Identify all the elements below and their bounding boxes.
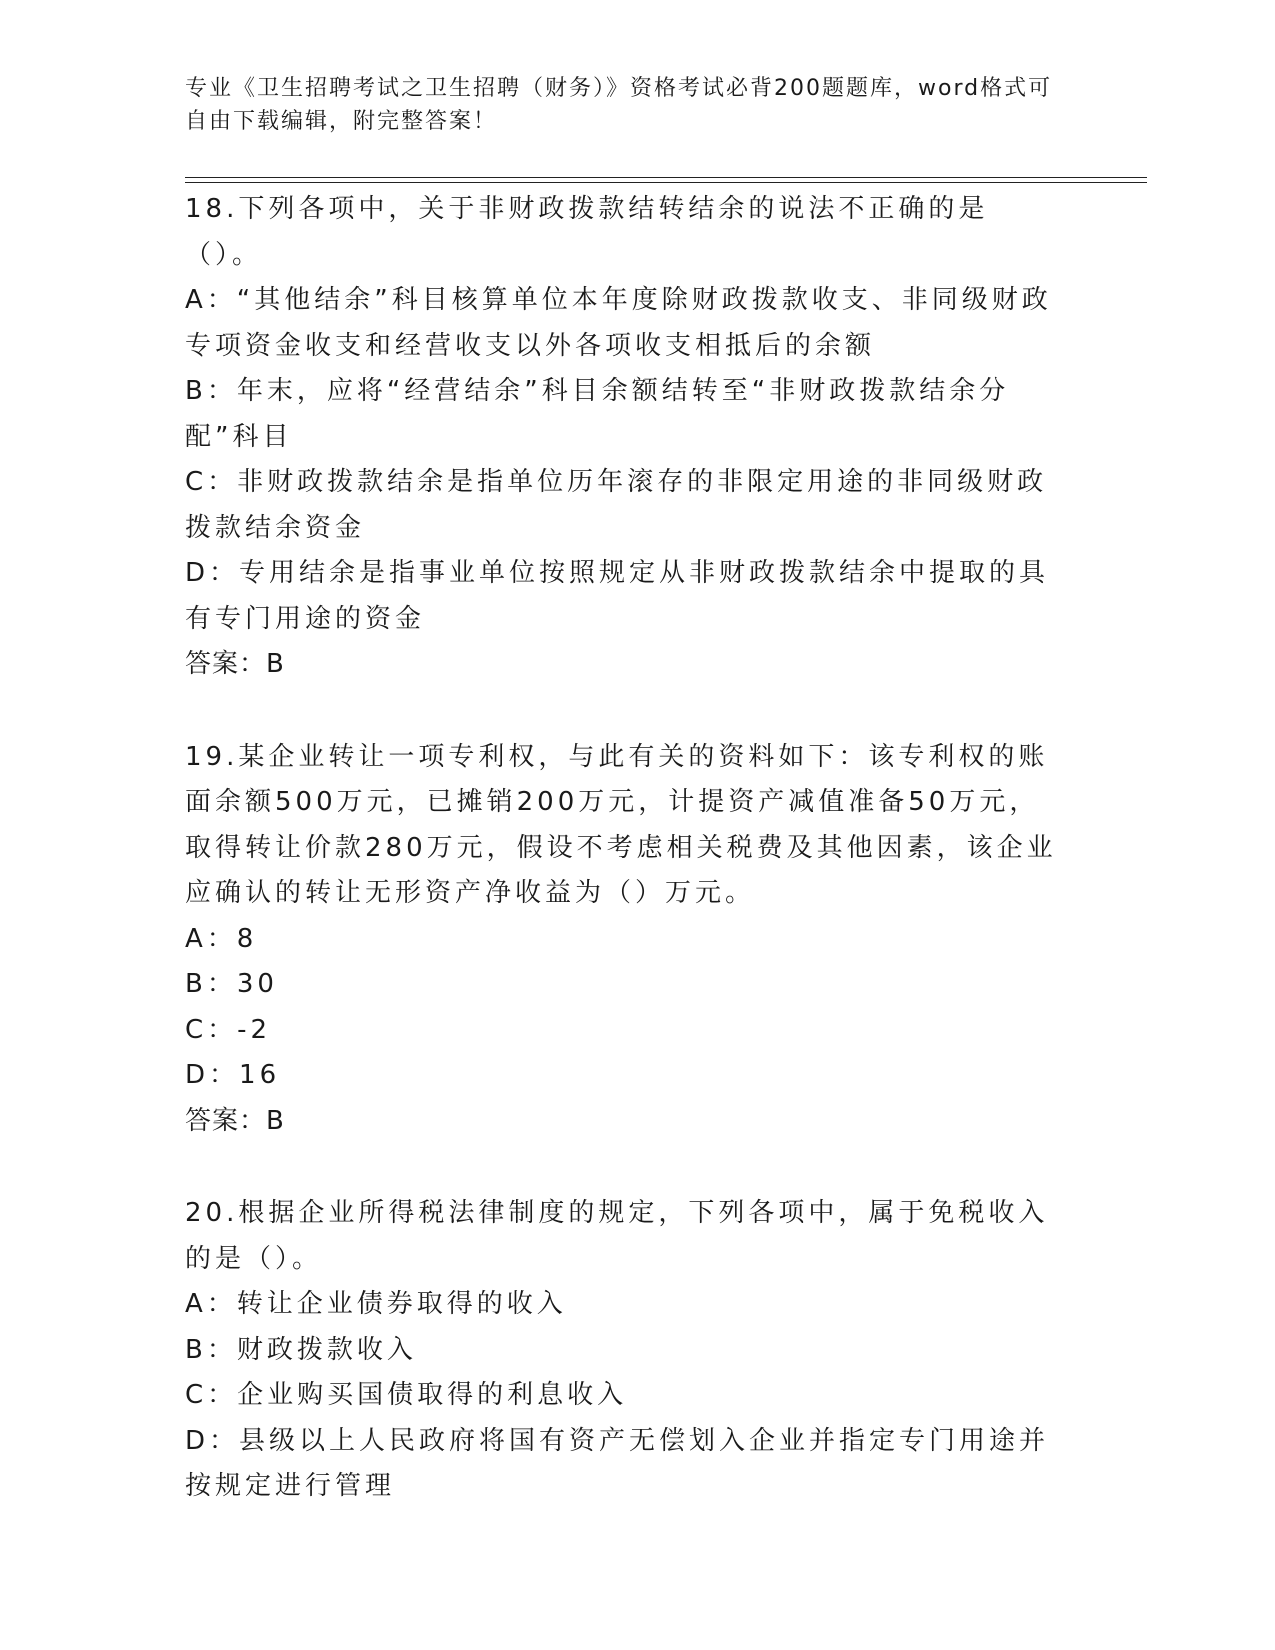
question-18 [185,187,1065,688]
option-b: B：30 [185,969,278,999]
question-20 [185,1191,1065,1510]
option-a: A：8 [185,923,258,954]
option-a: A：“其他结余”科目核算单位本年度除财政拨款收支、非同级财政专项资金收支和经营收支以外各项收支相抵后的余额 [185,285,1052,361]
option-c: C：-2 [185,1014,272,1045]
option-d: D：16 [185,1060,281,1090]
option-c: C：非财政拨款结余是指单位历年滚存的非限定用途的非同级财政拨款结余资金 [185,467,1048,543]
question-stem: 19.某企业转让一项专利权，与此有关的资料如下：该专利权的账面余额500万元，已摊销200万元，计提资产减值准备50万元，取得转让价款280万元，假设不考虑相关税费及其他因素，该企业应确认的转让无形资产净收益为（）万元。 [185,741,1057,908]
option-a: A：转让企业债券取得的收入 [185,1289,567,1319]
option-d: D：专用结余是指事业单位按照规定从非财政拨款结余中提取的具有专门用途的资金 [185,558,1050,634]
option-c: C：企业购买国债取得的利息收入 [185,1380,628,1410]
header-rule-top [185,177,1147,178]
document-header: 专业《卫生招聘考试之卫生招聘（财务）》资格考试必背200题题库，word格式可自由下载编辑，附完整答案！ [185,76,1053,134]
option-b: B：财政拨款收入 [185,1334,417,1365]
question-19 [185,735,1065,1145]
option-b: B：年末，应将“经营结余”科目余额结转至“非财政拨款结余分配”科目 [185,376,1010,452]
answer: 答案：B [185,649,285,679]
question-list [185,187,1065,1557]
question-stem: 20.根据企业所得税法律制度的规定，下列各项中，属于免税收入的是（）。 [185,1198,1049,1274]
answer: 答案：B [185,1105,285,1136]
question-stem: 18.下列各项中，关于非财政拨款结转结余的说法不正确的是（）。 [185,194,989,270]
option-d: D：县级以上人民政府将国有资产无偿划入企业并指定专门用途并按规定进行管理 [185,1425,1050,1501]
header-rule-bottom [185,182,1147,183]
